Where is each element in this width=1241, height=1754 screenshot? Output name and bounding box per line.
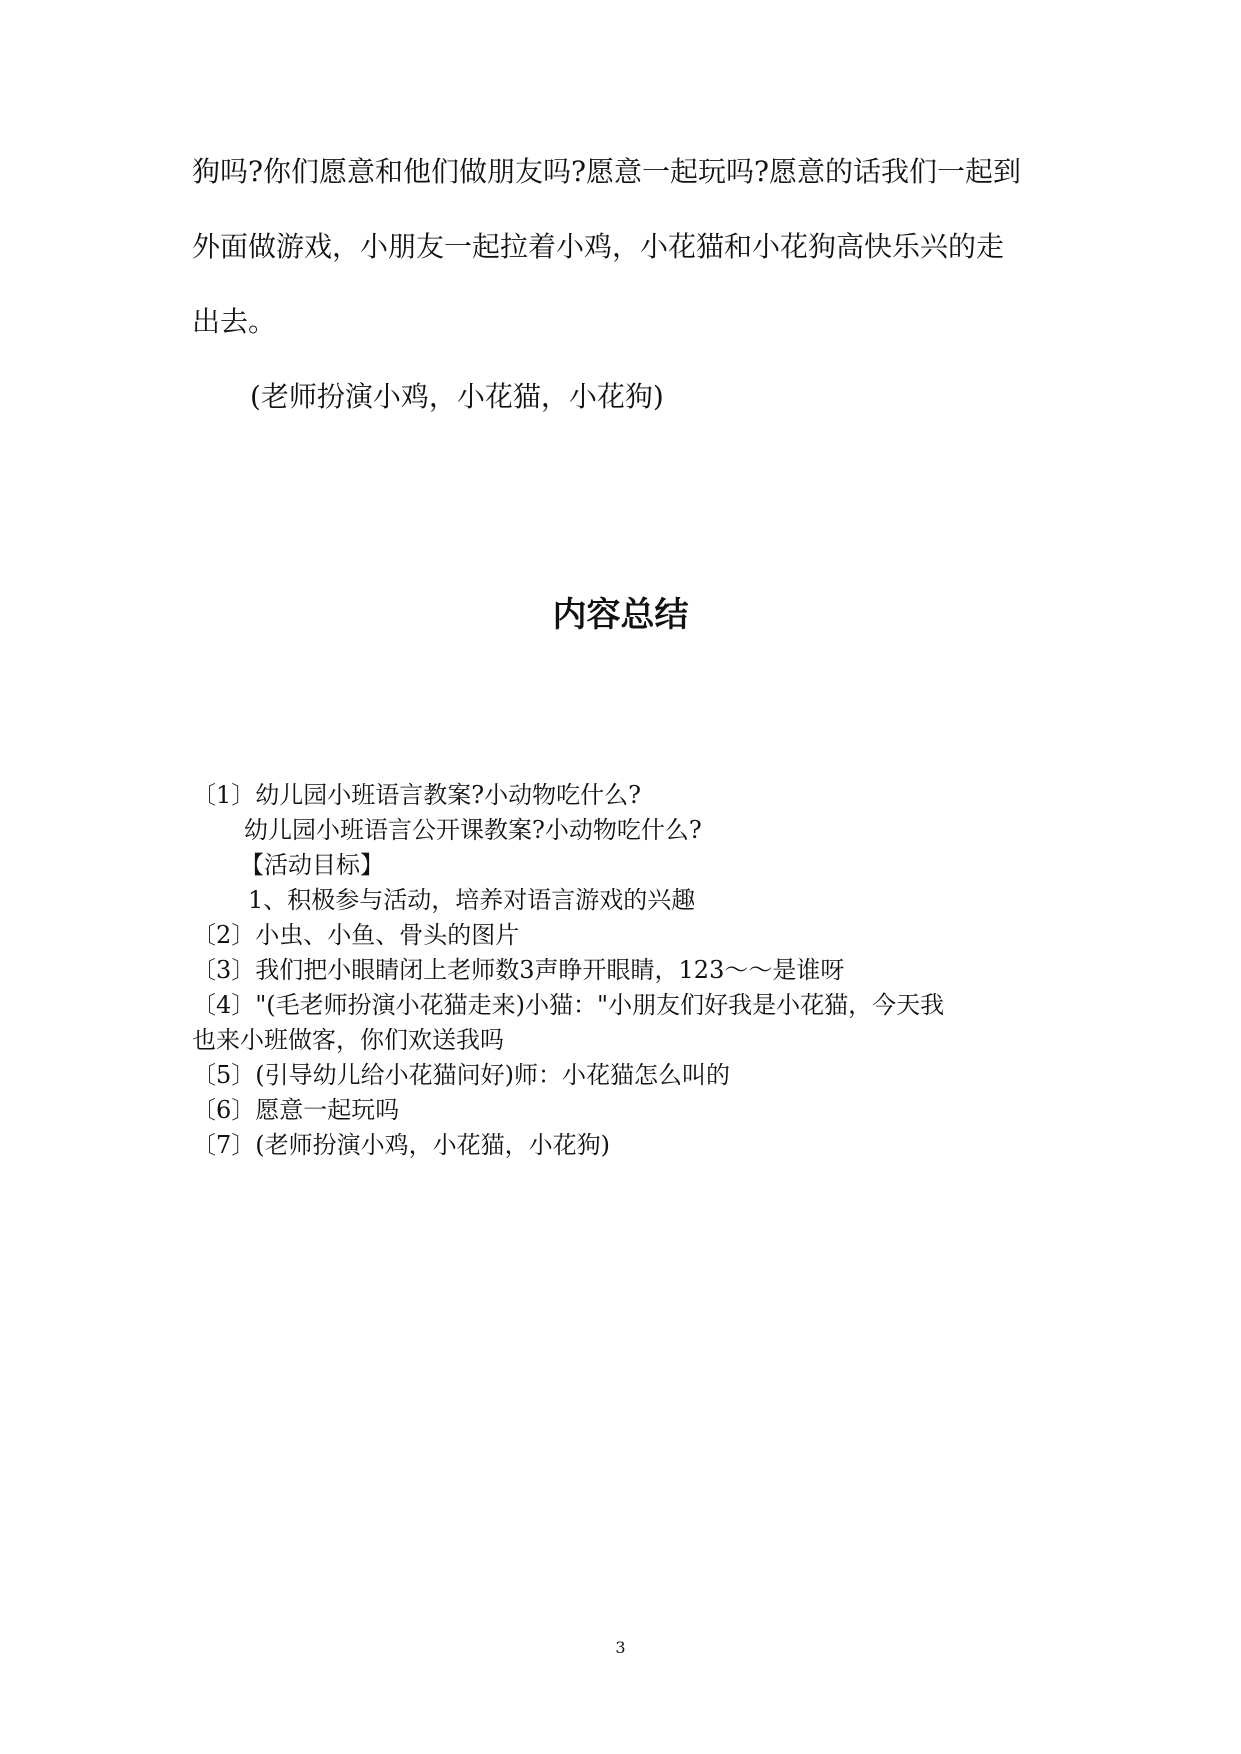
summary-item: 幼儿园小班语言公开课教案?小动物吃什么?: [244, 816, 702, 844]
page-number: 3: [615, 1638, 626, 1657]
summary-item: 【活动目标】: [240, 851, 384, 879]
summary-item: 1、积极参与活动，培养对语言游戏的兴趣: [248, 886, 696, 914]
body-text-line-1: 狗吗?你们愿意和他们做朋友吗?愿意一起玩吗?愿意的话我们一起到: [192, 155, 1022, 188]
body-text-line-2: 外面做游戏，小朋友一起拉着小鸡，小花猫和小花狗高快乐兴的走: [192, 230, 1005, 263]
summary-item: 〔3〕我们把小眼睛闭上老师数3声睁开眼睛，123～～是谁呀: [192, 956, 845, 984]
summary-item: 〔4〕"(毛老师扮演小花猫走来)小猫："小朋友们好我是小花猫，今天我: [192, 991, 945, 1019]
summary-item: 也来小班做客，你们欢送我吗: [192, 1026, 504, 1054]
summary-item: 〔7〕(老师扮演小鸡，小花猫，小花狗): [192, 1131, 610, 1159]
body-text-line-4: (老师扮演小鸡，小花猫，小花狗): [250, 380, 664, 413]
summary-list: [192, 778, 1072, 1163]
summary-item: 〔2〕小虫、小鱼、骨头的图片: [192, 921, 520, 949]
summary-item: 〔5〕(引导幼儿给小花猫问好)师：小花猫怎么叫的: [192, 1061, 730, 1089]
body-text-line-3: 出去。: [192, 305, 277, 338]
summary-item: 〔6〕愿意一起玩吗: [192, 1096, 400, 1124]
summary-heading: 内容总结: [552, 595, 689, 635]
summary-item: 〔1〕幼儿园小班语言教案?小动物吃什么?: [192, 781, 642, 809]
